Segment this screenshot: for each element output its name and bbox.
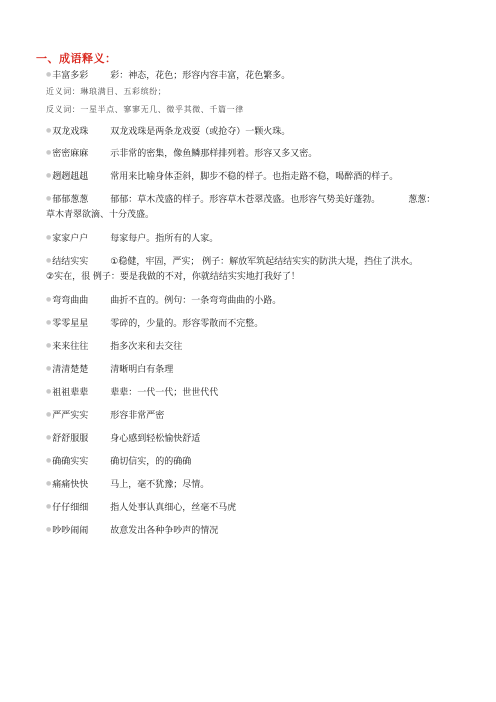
idiom-term: 仔仔细细 bbox=[52, 503, 89, 513]
list-item-continuation: ②实在，很 例子：要是我做的不对，你就结结实实地打我好了！ bbox=[46, 272, 300, 282]
bullet-icon: ● bbox=[46, 319, 52, 326]
idiom-definition: 故意发出各种争吵声的情况 bbox=[110, 526, 219, 536]
bullet-icon: ● bbox=[46, 71, 52, 78]
idiom-definition: 辈辈：一代一代；世世代代 bbox=[110, 388, 219, 398]
bullet-icon: ● bbox=[46, 149, 52, 156]
idiom-term: 零零星星 bbox=[52, 319, 89, 329]
idiom-term: 弯弯曲曲 bbox=[52, 296, 89, 306]
list-item bbox=[46, 254, 466, 269]
bullet-icon: ● bbox=[46, 296, 52, 303]
idiom-term: 密密麻麻 bbox=[52, 149, 89, 159]
idiom-definition: 双龙戏珠是两条龙戏耍（或抢夺）一颗火珠。 bbox=[110, 127, 291, 137]
list-item-continuation: 草木青翠欲滴、十分茂盛。 bbox=[46, 210, 155, 220]
list-item bbox=[46, 431, 466, 446]
idiom-definition: 指多次来和去交往 bbox=[110, 342, 183, 352]
idiom-term: 家家户户 bbox=[52, 234, 89, 244]
list-item bbox=[46, 169, 466, 184]
bullet-icon: ● bbox=[46, 457, 52, 464]
idiom-term: 清清楚楚 bbox=[52, 365, 89, 375]
bullet-icon: ● bbox=[46, 342, 52, 349]
idiom-term: 丰富多彩 bbox=[52, 71, 89, 81]
idiom-term: 祖祖辈辈 bbox=[52, 388, 89, 398]
list-item bbox=[46, 231, 466, 246]
idiom-definition: 身心感到轻松愉快舒适 bbox=[110, 434, 201, 444]
idiom-definition: 指人处事认真细心，丝毫不马虎 bbox=[110, 503, 237, 513]
idiom-term: 确确实实 bbox=[52, 457, 89, 467]
idiom-definition: 彩：神态，花色；形容内容丰富，花色繁多。 bbox=[110, 71, 291, 81]
list-item bbox=[46, 362, 466, 377]
list-item bbox=[46, 408, 466, 423]
bullet-icon: ● bbox=[46, 234, 52, 241]
idiom-definition: 马上，毫不犹豫；尽情。 bbox=[110, 480, 210, 490]
list-item bbox=[46, 68, 466, 83]
bullet-icon: ● bbox=[46, 365, 52, 372]
list-item bbox=[46, 477, 466, 492]
bullet-icon: ● bbox=[46, 257, 52, 264]
idiom-definition: 曲折不直的。例句：一条弯弯曲曲的小路。 bbox=[110, 296, 282, 306]
list-item bbox=[46, 124, 466, 139]
list-item bbox=[46, 385, 466, 400]
list-item bbox=[46, 523, 466, 538]
idiom-term: 吵吵闹闹 bbox=[52, 526, 89, 536]
bullet-icon: ● bbox=[46, 195, 52, 202]
idiom-definition: 每家每户。指所有的人家。 bbox=[110, 234, 219, 244]
idiom-definition: ①稳健，牢固，严实； 例子：解放军筑起结结实实的防洪大堤，挡住了洪水。 bbox=[110, 257, 419, 267]
bullet-icon: ● bbox=[46, 503, 52, 510]
idiom-definition: 清晰明白有条理 bbox=[110, 365, 174, 375]
idiom-definition: 确切信实，的的确确 bbox=[110, 457, 192, 467]
idiom-term: 舒舒服服 bbox=[52, 434, 89, 444]
list-item bbox=[46, 500, 466, 515]
list-item bbox=[46, 454, 466, 469]
idiom-extra: 葱葱： bbox=[408, 195, 436, 205]
antonyms-line: 反义词：一星半点、寥寥无几、微乎其微、千篇一律 bbox=[46, 105, 244, 114]
idiom-term: 来来往往 bbox=[52, 342, 89, 352]
bullet-icon: ● bbox=[46, 434, 52, 441]
bullet-icon: ● bbox=[46, 526, 52, 533]
idiom-term: 痛痛快快 bbox=[52, 480, 89, 490]
bullet-icon: ● bbox=[46, 480, 52, 487]
list-item bbox=[46, 146, 466, 161]
idiom-term: 双龙戏珠 bbox=[52, 127, 89, 137]
section-heading: 一、成语释义： bbox=[36, 52, 117, 65]
bullet-icon: ● bbox=[46, 127, 52, 134]
list-item bbox=[46, 192, 466, 207]
idiom-term: 严严实实 bbox=[52, 411, 89, 421]
idiom-definition: 郁郁：草木茂盛的样子。形容草木苍翠茂盛。也形容气势美好蓬勃。 bbox=[110, 195, 381, 205]
bullet-icon: ● bbox=[46, 388, 52, 395]
idiom-term: 趔趔趄趄 bbox=[52, 172, 89, 182]
idiom-definition: 零碎的，少量的。形容零散而不完整。 bbox=[110, 319, 264, 329]
idiom-term: 郁郁葱葱 bbox=[52, 195, 89, 205]
idiom-definition: 常用来比喻身体歪斜，脚步不稳的样子。也指走路不稳，喝醉酒的样子。 bbox=[110, 172, 399, 182]
synonyms-line: 近义词：琳琅满目、五彩缤纷； bbox=[46, 87, 167, 96]
list-item bbox=[46, 293, 466, 308]
bullet-icon: ● bbox=[46, 172, 52, 179]
list-item bbox=[46, 316, 466, 331]
idiom-definition: 示非常的密集，像鱼鳞那样排列着。形容又多又密。 bbox=[110, 149, 318, 159]
idiom-definition: 形容非常严密 bbox=[110, 411, 165, 421]
list-item bbox=[46, 339, 466, 354]
bullet-icon: ● bbox=[46, 411, 52, 418]
idiom-term: 结结实实 bbox=[52, 257, 89, 267]
